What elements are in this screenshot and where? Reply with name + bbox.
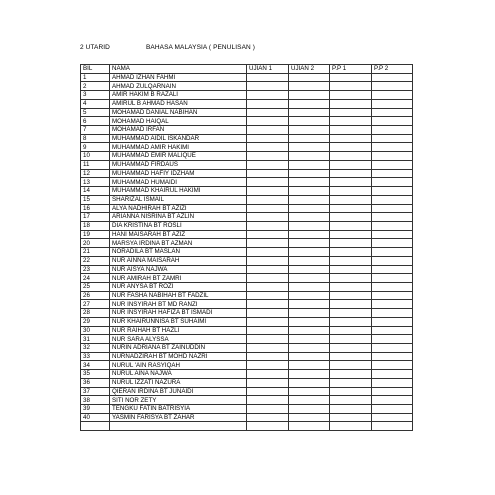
bil-cell: 40: [81, 413, 110, 422]
ujian-1-cell: [247, 152, 289, 161]
nama-cell: NUR INSYIRAH BT MD RANZI: [110, 300, 247, 309]
bil-cell: 26: [81, 291, 110, 300]
pp-1-cell: [330, 82, 372, 91]
pp-1-cell: [330, 282, 372, 291]
pp-1-cell: [330, 396, 372, 405]
nama-cell: AMIRUL B AHMAD HASAN: [110, 99, 247, 108]
ujian-2-cell: [289, 178, 330, 187]
ujian-2-cell: [289, 73, 330, 82]
table-row: [81, 73, 413, 82]
nama-cell: NUR SARA ALYSSA: [110, 335, 247, 344]
pp-1-cell: [330, 422, 372, 431]
ujian-1-cell: [247, 160, 289, 169]
subject-title: BAHASA MALAYSIA ( PENULISAN ): [146, 44, 255, 51]
ujian-1-cell: [247, 230, 289, 239]
pp-2-cell: [372, 291, 413, 300]
pp-1-cell: [330, 274, 372, 283]
bil-cell: 14: [81, 187, 110, 196]
nama-cell: YASMIN FARISYA BT ZAHAR: [110, 413, 247, 422]
ujian-1-cell: [247, 195, 289, 204]
table-row: [81, 160, 413, 169]
bil-cell: 2: [81, 82, 110, 91]
ujian-1-cell: [247, 370, 289, 379]
ujian-1-cell: [247, 291, 289, 300]
bil-cell: 4: [81, 99, 110, 108]
ujian-1-cell: [247, 256, 289, 265]
table-row: [81, 300, 413, 309]
pp-1-cell: [330, 73, 372, 82]
table-row: [81, 195, 413, 204]
table-row: [81, 396, 413, 405]
pp-2-cell: [372, 134, 413, 143]
table-row: [81, 117, 413, 126]
table-row: [81, 317, 413, 326]
ujian-2-cell: [289, 378, 330, 387]
bil-cell: 24: [81, 274, 110, 283]
pp-2-cell: [372, 126, 413, 135]
bil-cell: 23: [81, 265, 110, 274]
pp-1-cell: [330, 352, 372, 361]
ujian-1-cell: [247, 405, 289, 414]
ujian-1-cell: [247, 169, 289, 178]
nama-cell: AHMAD ZULQARNAIN: [110, 82, 247, 91]
pp-2-cell: [372, 344, 413, 353]
pp-1-cell: [330, 134, 372, 143]
pp-1-cell: [330, 239, 372, 248]
table-row: [81, 248, 413, 257]
pp-1-cell: [330, 221, 372, 230]
nama-cell: NUR ANYSA BT ROZI: [110, 282, 247, 291]
pp-1-cell: [330, 152, 372, 161]
ujian-1-cell: [247, 352, 289, 361]
ujian-1-cell: [247, 396, 289, 405]
ujian-1-cell: [247, 274, 289, 283]
pp-1-cell: [330, 143, 372, 152]
table-body: [81, 73, 413, 430]
pp-2-cell: [372, 300, 413, 309]
nama-cell: NURUL IZZATI NAZURA: [110, 378, 247, 387]
nama-cell: AMIR HAKIM B RAZALI: [110, 91, 247, 100]
pp-2-cell: [372, 352, 413, 361]
table-row: [81, 352, 413, 361]
ujian-2-cell: [289, 108, 330, 117]
ujian-1-cell: [247, 239, 289, 248]
pp-1-cell: [330, 187, 372, 196]
ujian-2-cell: [289, 274, 330, 283]
ujian-1-cell: [247, 91, 289, 100]
ujian-2-cell: [289, 422, 330, 431]
ujian-1-cell: [247, 117, 289, 126]
bil-cell: 3: [81, 91, 110, 100]
ujian-2-cell: [289, 239, 330, 248]
bil-cell: 32: [81, 344, 110, 353]
ujian-2-cell: [289, 413, 330, 422]
nama-cell: NUR RAIHAH BT HAZLI: [110, 326, 247, 335]
ujian-1-cell: [247, 82, 289, 91]
bil-cell: 17: [81, 213, 110, 222]
pp-2-cell: [372, 422, 413, 431]
pp-2-cell: [372, 152, 413, 161]
pp-1-cell: [330, 300, 372, 309]
ujian-2-cell: [289, 387, 330, 396]
pp-1-cell: [330, 230, 372, 239]
bil-cell: 8: [81, 134, 110, 143]
pp-2-cell: [372, 274, 413, 283]
pp-2-cell: [372, 265, 413, 274]
ujian-1-cell: [247, 248, 289, 257]
pp-2-cell: [372, 239, 413, 248]
bil-cell: 15: [81, 195, 110, 204]
pp-2-cell: [372, 361, 413, 370]
table-row: [81, 213, 413, 222]
table-header-row: [81, 65, 413, 74]
pp-1-cell: [330, 309, 372, 318]
ujian-2-cell: [289, 370, 330, 379]
ujian-1-cell: [247, 309, 289, 318]
pp-2-cell: [372, 282, 413, 291]
ujian-1-cell: [247, 378, 289, 387]
nama-cell: NURNADZIRAH BT MOHD NAZRI: [110, 352, 247, 361]
ujian-1-cell: [247, 187, 289, 196]
nama-cell: HANI MAISARAH BT AZIZ: [110, 230, 247, 239]
ujian-2-cell: [289, 309, 330, 318]
pp-2-cell: [372, 396, 413, 405]
ujian-2-cell: [289, 82, 330, 91]
nama-cell: NURIN ADRIANA BT ZAINUDDIN: [110, 344, 247, 353]
bil-cell: 6: [81, 117, 110, 126]
pp-1-cell: [330, 378, 372, 387]
ujian-2-cell: [289, 117, 330, 126]
column-header-pp-1: P.P 1: [330, 65, 372, 74]
pp-2-cell: [372, 335, 413, 344]
bil-cell: 21: [81, 248, 110, 257]
bil-cell: 36: [81, 378, 110, 387]
ujian-1-cell: [247, 204, 289, 213]
pp-1-cell: [330, 108, 372, 117]
nama-cell: AHMAD IZHAN FAHMI: [110, 73, 247, 82]
bil-cell: 34: [81, 361, 110, 370]
pp-2-cell: [372, 221, 413, 230]
table-row: [81, 291, 413, 300]
bil-cell: 1: [81, 73, 110, 82]
ujian-1-cell: [247, 317, 289, 326]
pp-1-cell: [330, 361, 372, 370]
bil-cell: 5: [81, 108, 110, 117]
pp-2-cell: [372, 256, 413, 265]
ujian-1-cell: [247, 213, 289, 222]
bil-cell: 12: [81, 169, 110, 178]
pp-1-cell: [330, 99, 372, 108]
table-row: [81, 413, 413, 422]
bil-cell: 38: [81, 396, 110, 405]
bil-cell: 22: [81, 256, 110, 265]
ujian-1-cell: [247, 282, 289, 291]
pp-2-cell: [372, 73, 413, 82]
ujian-2-cell: [289, 256, 330, 265]
nama-cell: MUHAMMAD EMIR MALIQUE: [110, 152, 247, 161]
nama-cell: TENGKU FATIN BATRISYIA: [110, 405, 247, 414]
ujian-2-cell: [289, 352, 330, 361]
ujian-2-cell: [289, 344, 330, 353]
ujian-2-cell: [289, 99, 330, 108]
table-row: [81, 335, 413, 344]
ujian-1-cell: [247, 335, 289, 344]
nama-cell: MOHAMAD HAIQAL: [110, 117, 247, 126]
ujian-2-cell: [289, 405, 330, 414]
pp-2-cell: [372, 413, 413, 422]
table-row: [81, 239, 413, 248]
nama-cell: NURUL 'AIN RASYIQAH: [110, 361, 247, 370]
ujian-2-cell: [289, 317, 330, 326]
ujian-2-cell: [289, 187, 330, 196]
column-header-bil: BIL: [81, 65, 110, 74]
ujian-1-cell: [247, 134, 289, 143]
class-name: 2 UTARID: [80, 44, 110, 51]
table-row: [81, 187, 413, 196]
ujian-2-cell: [289, 326, 330, 335]
bil-cell: 18: [81, 221, 110, 230]
bil-cell: 28: [81, 309, 110, 318]
pp-2-cell: [372, 117, 413, 126]
table-row: [81, 378, 413, 387]
pp-1-cell: [330, 178, 372, 187]
bil-cell: 31: [81, 335, 110, 344]
nama-cell: MARSYA IRDINA BT AZMAN: [110, 239, 247, 248]
table-row: [81, 256, 413, 265]
ujian-1-cell: [247, 344, 289, 353]
nama-cell: [110, 422, 247, 431]
nama-cell: SHARIZAL ISMAIL: [110, 195, 247, 204]
table-row: [81, 309, 413, 318]
ujian-2-cell: [289, 291, 330, 300]
table-row: [81, 405, 413, 414]
table-row: [81, 134, 413, 143]
pp-2-cell: [372, 143, 413, 152]
table-row: [81, 387, 413, 396]
pp-2-cell: [372, 317, 413, 326]
pp-2-cell: [372, 82, 413, 91]
pp-1-cell: [330, 326, 372, 335]
bil-cell: 11: [81, 160, 110, 169]
ujian-2-cell: [289, 221, 330, 230]
nama-cell: MUHAMMAD FIRDAUS: [110, 160, 247, 169]
ujian-2-cell: [289, 300, 330, 309]
nama-cell: DIA KRISTINA BT ROSLI: [110, 221, 247, 230]
ujian-1-cell: [247, 143, 289, 152]
table-row: [81, 274, 413, 283]
nama-cell: QIERAN IRDINA BT JUNAIDI: [110, 387, 247, 396]
pp-2-cell: [372, 91, 413, 100]
pp-1-cell: [330, 413, 372, 422]
pp-1-cell: [330, 169, 372, 178]
pp-1-cell: [330, 117, 372, 126]
pp-2-cell: [372, 160, 413, 169]
ujian-2-cell: [289, 335, 330, 344]
pp-2-cell: [372, 195, 413, 204]
pp-2-cell: [372, 387, 413, 396]
bil-cell: 10: [81, 152, 110, 161]
ujian-2-cell: [289, 169, 330, 178]
pp-1-cell: [330, 126, 372, 135]
table-row: [81, 91, 413, 100]
pp-1-cell: [330, 405, 372, 414]
nama-cell: MOHAMAD IRFAN: [110, 126, 247, 135]
ujian-1-cell: [247, 361, 289, 370]
nama-cell: NUR AISYA NAJWA: [110, 265, 247, 274]
ujian-1-cell: [247, 326, 289, 335]
pp-1-cell: [330, 335, 372, 344]
bil-cell: 25: [81, 282, 110, 291]
bil-cell: 30: [81, 326, 110, 335]
pp-1-cell: [330, 195, 372, 204]
bil-cell: 33: [81, 352, 110, 361]
bil-cell: 29: [81, 317, 110, 326]
bil-cell: 39: [81, 405, 110, 414]
column-header-ujian-2: UJIAN 2: [289, 65, 330, 74]
table-row: [81, 126, 413, 135]
table-row: [81, 282, 413, 291]
column-header-nama: NAMA: [110, 65, 247, 74]
table-row: [81, 99, 413, 108]
ujian-2-cell: [289, 143, 330, 152]
column-header-pp-2: P.P 2: [372, 65, 413, 74]
ujian-2-cell: [289, 195, 330, 204]
bil-cell: 20: [81, 239, 110, 248]
pp-2-cell: [372, 326, 413, 335]
ujian-2-cell: [289, 152, 330, 161]
table-row: [81, 108, 413, 117]
ujian-1-cell: [247, 413, 289, 422]
table-row: [81, 265, 413, 274]
ujian-1-cell: [247, 387, 289, 396]
ujian-1-cell: [247, 99, 289, 108]
nama-cell: NURUL AINA NAJWA: [110, 370, 247, 379]
ujian-2-cell: [289, 160, 330, 169]
ujian-2-cell: [289, 213, 330, 222]
nama-cell: SITI NOR ZETY: [110, 396, 247, 405]
pp-2-cell: [372, 187, 413, 196]
column-header-ujian-1: UJIAN 1: [247, 65, 289, 74]
nama-cell: MUHAMMAD AIDIL ISKANDAR: [110, 134, 247, 143]
pp-1-cell: [330, 248, 372, 257]
nama-cell: NUR FASHA NABIHAH BT FADZIL: [110, 291, 247, 300]
table-row: [81, 221, 413, 230]
bil-cell: 35: [81, 370, 110, 379]
pp-1-cell: [330, 344, 372, 353]
pp-1-cell: [330, 387, 372, 396]
pp-2-cell: [372, 213, 413, 222]
table-row: [81, 326, 413, 335]
pp-2-cell: [372, 309, 413, 318]
table-row: [81, 344, 413, 353]
nama-cell: NUR KHAIRUNNISA BT SUHAIMI: [110, 317, 247, 326]
ujian-1-cell: [247, 108, 289, 117]
nama-cell: NORADILA BT MASLAN: [110, 248, 247, 257]
ujian-2-cell: [289, 204, 330, 213]
pp-1-cell: [330, 91, 372, 100]
table-row: [81, 143, 413, 152]
pp-1-cell: [330, 265, 372, 274]
nama-cell: ALYA NADHIRAH BT AZIZI: [110, 204, 247, 213]
nama-cell: ARIANNA NISRINA BT AZLIN: [110, 213, 247, 222]
ujian-1-cell: [247, 126, 289, 135]
table-row: [81, 178, 413, 187]
nama-cell: MUHAMMAD HAFIY IDZHAM: [110, 169, 247, 178]
pp-2-cell: [372, 230, 413, 239]
student-marks-table: [80, 64, 413, 431]
pp-2-cell: [372, 108, 413, 117]
bil-cell: 27: [81, 300, 110, 309]
ujian-1-cell: [247, 265, 289, 274]
nama-cell: MUHAMMAD HUMAIDI: [110, 178, 247, 187]
pp-2-cell: [372, 370, 413, 379]
pp-1-cell: [330, 317, 372, 326]
table-row: [81, 82, 413, 91]
pp-1-cell: [330, 160, 372, 169]
table-row: [81, 361, 413, 370]
pp-1-cell: [330, 370, 372, 379]
ujian-2-cell: [289, 248, 330, 257]
bil-cell: 16: [81, 204, 110, 213]
ujian-1-cell: [247, 221, 289, 230]
bil-cell: 19: [81, 230, 110, 239]
bil-cell: [81, 422, 110, 431]
pp-2-cell: [372, 248, 413, 257]
bil-cell: 7: [81, 126, 110, 135]
table-row: [81, 370, 413, 379]
table-row: [81, 169, 413, 178]
ujian-2-cell: [289, 91, 330, 100]
pp-2-cell: [372, 169, 413, 178]
pp-2-cell: [372, 178, 413, 187]
nama-cell: NUR AMIRAH BT ZAMRI: [110, 274, 247, 283]
ujian-2-cell: [289, 134, 330, 143]
bil-cell: 13: [81, 178, 110, 187]
ujian-2-cell: [289, 126, 330, 135]
table-row: [81, 204, 413, 213]
pp-2-cell: [372, 378, 413, 387]
bil-cell: 9: [81, 143, 110, 152]
table-row: [81, 422, 413, 431]
ujian-1-cell: [247, 300, 289, 309]
pp-1-cell: [330, 204, 372, 213]
pp-1-cell: [330, 213, 372, 222]
ujian-2-cell: [289, 265, 330, 274]
ujian-2-cell: [289, 396, 330, 405]
pp-1-cell: [330, 256, 372, 265]
ujian-2-cell: [289, 230, 330, 239]
nama-cell: MUHAMMAD KHAIRUL HAKIMI: [110, 187, 247, 196]
pp-2-cell: [372, 405, 413, 414]
ujian-1-cell: [247, 178, 289, 187]
ujian-2-cell: [289, 361, 330, 370]
table-row: [81, 152, 413, 161]
bil-cell: 37: [81, 387, 110, 396]
ujian-2-cell: [289, 282, 330, 291]
ujian-1-cell: [247, 73, 289, 82]
pp-1-cell: [330, 291, 372, 300]
nama-cell: NUR INSYIRAH HAFIZA BT ISMADI: [110, 309, 247, 318]
table-row: [81, 230, 413, 239]
pp-2-cell: [372, 99, 413, 108]
pp-2-cell: [372, 204, 413, 213]
ujian-1-cell: [247, 422, 289, 431]
nama-cell: MOHAMAD DANIAL NABIHAN: [110, 108, 247, 117]
nama-cell: MUHAMMAD AMIR HAKIMI: [110, 143, 247, 152]
nama-cell: NUR AINNA MAISARAH: [110, 256, 247, 265]
